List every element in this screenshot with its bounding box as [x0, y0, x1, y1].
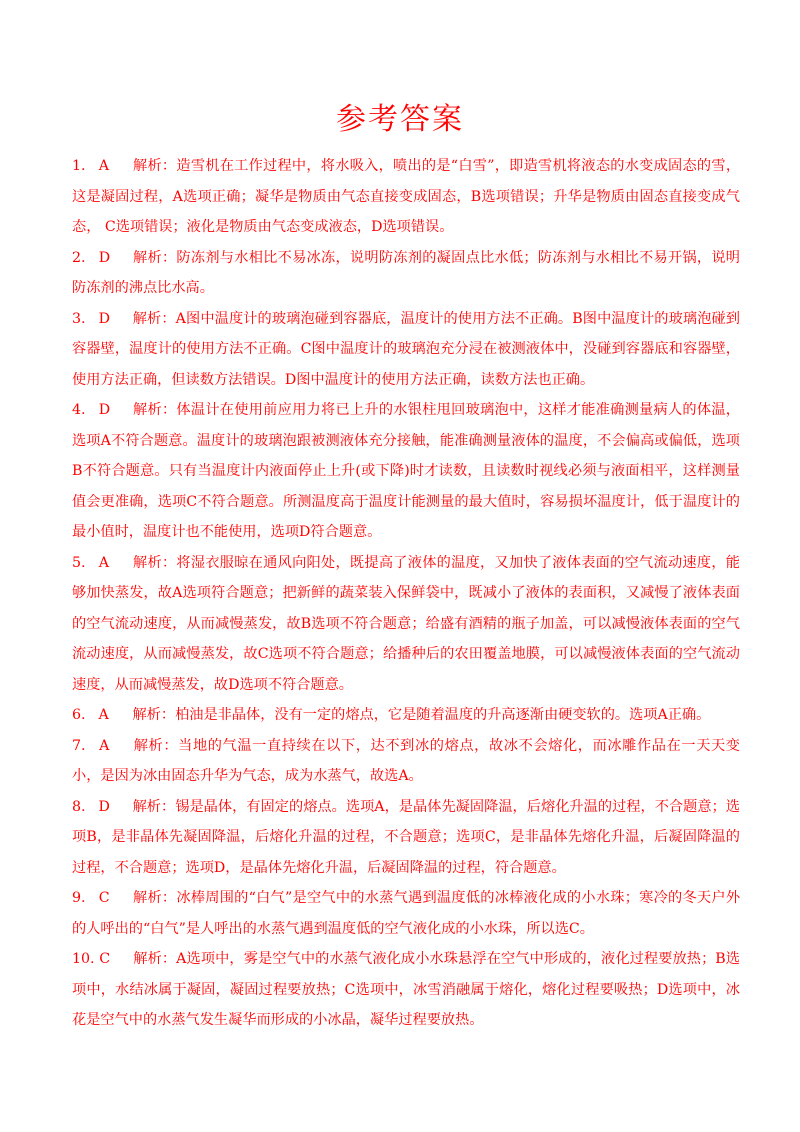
- answer-choice: C: [99, 951, 111, 967]
- answer-number: 1.: [72, 158, 86, 174]
- answer-explanation: 解析：柏油是非晶体，没有一定的熔点，它是随着温度的升高逐渐由硬变软的。选项A正确。: [132, 707, 711, 723]
- answer-item-8: [72, 792, 740, 884]
- answer-choice: A: [98, 554, 110, 571]
- answer-explanation: 解析：造雪机在工作过程中，将水吸入，喷出的是“白雪”，即造雪机将液态的水变成固态的雪，这是凝固过程，A选项正确；凝华是物质由气态直接变成固态，B选项错误；升华是物质由固态直接变成气态， C选项错误；液化是物质由气态变成液态，D选项错误。: [72, 158, 741, 235]
- answer-explanation: 解析：将湿衣服晾在通风向阳处，既提高了液体的温度，又加快了液体表面的空气流动速度，能够加快蒸发，故A选项符合题意；把新鲜的蔬菜装入保鲜袋中，既减小了液体的表面积，又减慢了液体表面的空气流动速度，从而减慢蒸发，故B选项不符合题意；给盛有酒精的瓶子加盖，可以减慢液体表面的空气流动速度，从而减慢蒸发，故C选项不符合题意；给播种后的农田覆盖地膜，可以减慢液体表面的空气流动速度，从而减慢蒸发，故D选项不符合题意。: [72, 554, 740, 693]
- answer-item-7: [72, 731, 740, 792]
- answer-choice: D: [98, 798, 110, 815]
- answer-explanation: 解析：当地的气温一直持续在以下，达不到冰的熔点，故冰不会熔化，而冰雕作品在一天天变小，是因为冰由固态升华为气态，成为水蒸气，故选A。: [72, 737, 740, 784]
- answer-choice: A: [99, 737, 110, 754]
- answer-explanation: 解析：锡是晶体，有固定的熔点。选项A，是晶体先凝固降温，后熔化升温的过程，不合题意；选项B，是非晶体先凝固降温，后熔化升温的过程，不合题意；选项C，是非晶体先熔化升温，后凝固降温的过程，不合题意；选项D，是晶体先熔化升温，后凝固降温的过程，符合题意。: [72, 798, 740, 876]
- answer-choice: D: [98, 310, 111, 327]
- answer-number: 10.: [72, 951, 95, 967]
- answer-number: 5.: [72, 554, 86, 571]
- answer-choice: D: [98, 402, 111, 418]
- answer-list: [72, 151, 740, 1036]
- answer-item-10: [72, 944, 740, 1036]
- answer-choice: A: [98, 707, 109, 723]
- answer-item-6: [72, 700, 740, 731]
- answer-item-2: [72, 243, 740, 304]
- answer-item-3: [72, 304, 740, 396]
- answer-number: 9.: [72, 890, 86, 906]
- answer-item-5: [72, 548, 740, 701]
- answer-number: 7.: [72, 737, 86, 754]
- answer-number: 8.: [72, 798, 86, 815]
- answer-explanation: 解析：A图中温度计的玻璃泡碰到容器底，温度计的使用方法不正确。B图中温度计的玻璃泡碰到容器壁，温度计的使用方法不正确。C图中温度计的玻璃泡充分浸在被测液体中，没碰到容器底和容器壁，使用方法正确，但读数方法错误。D图中温度计的使用方法正确，读数方法也正确。: [72, 310, 740, 388]
- answer-item-4: [72, 395, 740, 548]
- answer-explanation: 解析：A选项中，雾是空气中的水蒸气液化成小水珠悬浮在空气中形成的，液化过程要放热；B选项中，水结冰属于凝固，凝固过程要放热；C选项中，冰雪消融属于熔化，熔化过程要吸热；D选项中，冰花是空气中的水蒸气发生凝华而形成的小冰晶，凝华过程要放热。: [72, 951, 740, 1028]
- answer-number: 6.: [72, 707, 86, 723]
- answer-explanation: 解析：冰棒周围的“白气”是空气中的水蒸气遇到温度低的冰棒液化成的小水珠；寒冷的冬天户外的人呼出的“白气”是人呼出的水蒸气遇到温度低的空气液化成的小水珠，所以选C。: [72, 890, 741, 937]
- answer-number: 2.: [72, 249, 86, 266]
- answer-choice: A: [98, 158, 110, 174]
- answer-explanation: 解析：体温计在使用前应用力将已上升的水银柱甩回玻璃泡中，这样才能准确测量病人的体温，选项A不符合题意。温度计的玻璃泡跟被测液体充分接触，能准确测量液体的温度，不会偏高或偏低，选项B不符合题意。只有当温度计内液面停止上升(或下降)时才读数，且读数时视线必须与液面相平，这样测量值会更准确，选项C不符合题意。所测温度高于温度计能测量的最大值时，容易损坏温度计，低于温度计的最小值时，温度计也不能使用，选项D符合题意。: [72, 402, 740, 540]
- answer-number: 4.: [72, 402, 86, 418]
- answer-explanation: 解析：防冻剂与水相比不易冰冻，说明防冻剂的凝固点比水低；防冻剂与水相比不易开锅，说明防冻剂的沸点比水高。: [72, 249, 740, 296]
- answer-item-1: [72, 151, 740, 243]
- answer-choice: C: [98, 890, 110, 906]
- answer-item-9: [72, 883, 740, 944]
- page-title: 参考答案: [336, 102, 464, 137]
- answer-choice: D: [98, 249, 111, 266]
- answer-number: 3.: [72, 310, 86, 327]
